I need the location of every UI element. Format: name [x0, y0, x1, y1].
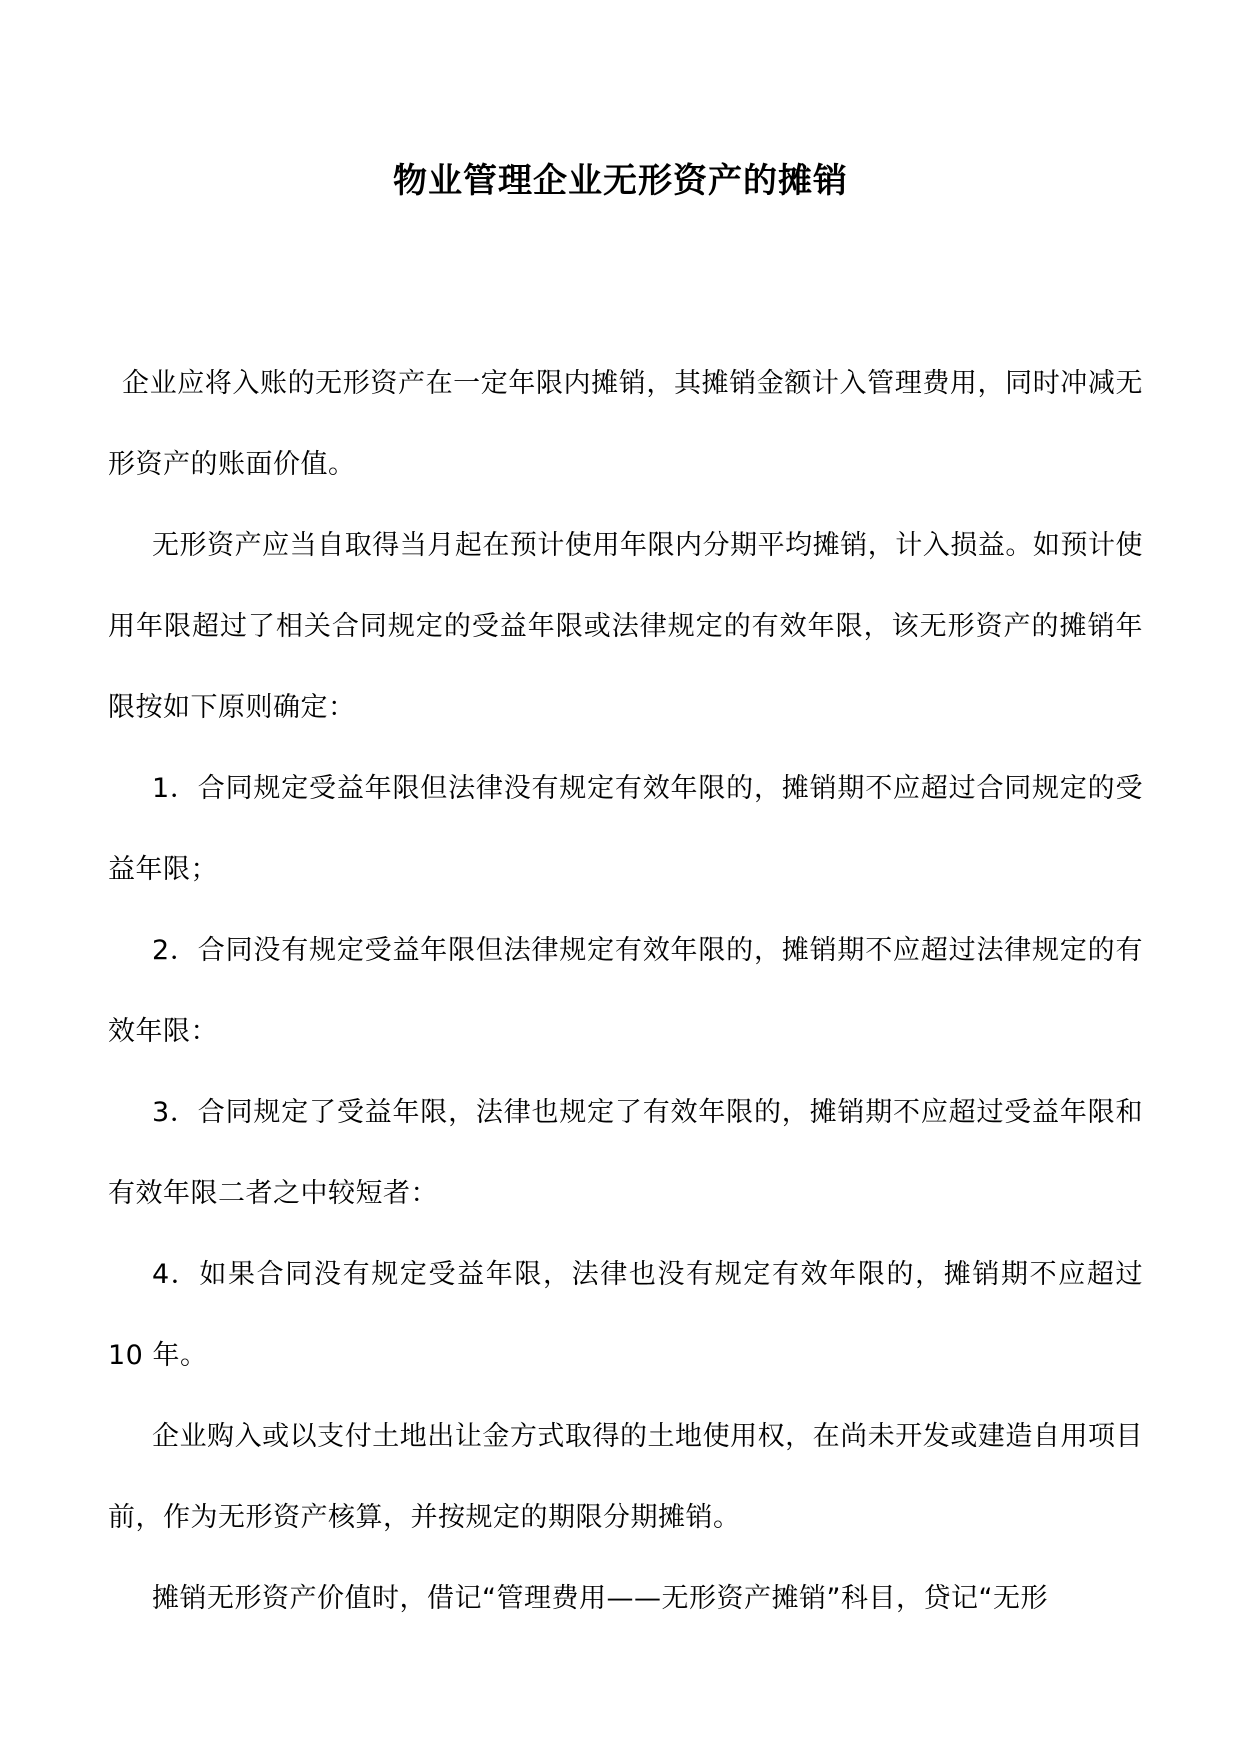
paragraph-amortization-period: 无形资产应当自取得当月起在预计使用年限内分期平均摊销，计入损益。如预计使用年限超过了相关合同规定的受益年限或法律规定的有效年限，该无形资产的摊销年限按如下原则确定：	[108, 530, 1143, 723]
document-title: 物业管理企业无形资产的摊销	[393, 161, 848, 201]
paragraph-journal-entry: 摊销无形资产价值时，借记“管理费用——无形资产摊销”科目，贷记“无形	[152, 1583, 1048, 1614]
paragraph-amortization-principle: 企业应将入账的无形资产在一定年限内摊销，其摊销金额计入管理费用，同时冲减无形资产的账面价值。	[108, 368, 1143, 480]
paragraph-land-use-right: 企业购入或以支付土地出让金方式取得的土地使用权，在尚未开发或建造自用项目前，作为无形资产核算，并按规定的期限分期摊销。	[108, 1421, 1143, 1533]
list-item-rule-2: 2．合同没有规定受益年限但法律规定有效年限的，摊销期不应超过法律规定的有效年限：	[108, 935, 1143, 1047]
list-item-rule-4: 4．如果合同没有规定受益年限，法律也没有规定有效年限的，摊销期不应超过 10 年。	[108, 1259, 1143, 1371]
list-item-rule-1: 1．合同规定受益年限但法律没有规定有效年限的，摊销期不应超过合同规定的受益年限；	[108, 773, 1143, 885]
list-item-rule-3: 3．合同规定了受益年限，法律也规定了有效年限的，摊销期不应超过受益年限和有效年限二者之中较短者：	[108, 1097, 1143, 1209]
document-body	[108, 343, 1143, 1639]
